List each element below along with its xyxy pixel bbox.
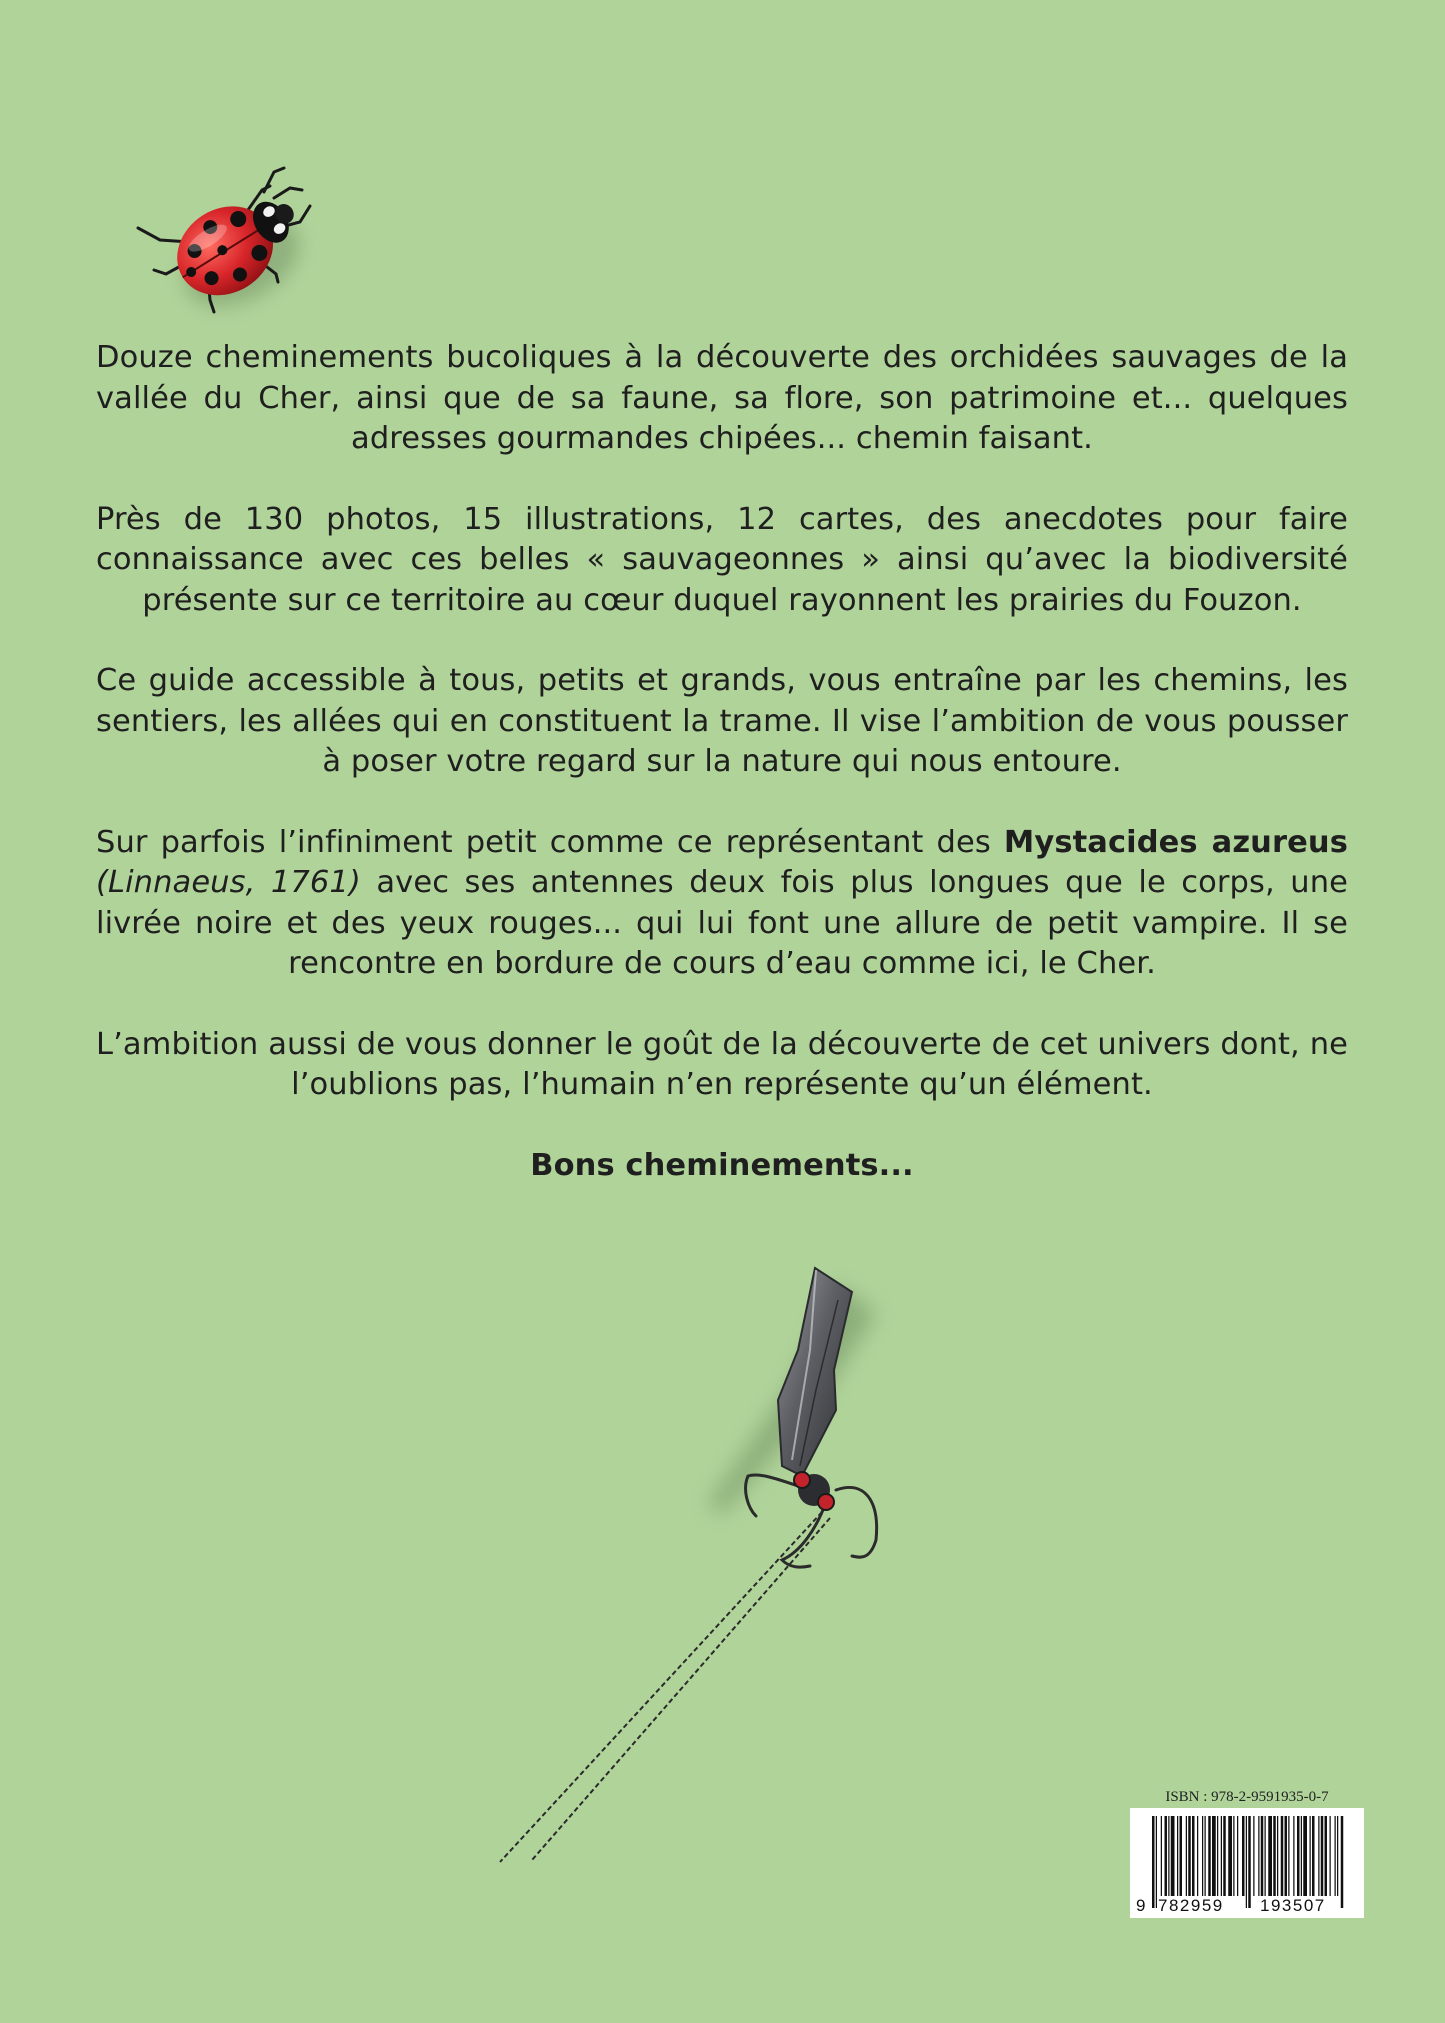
barcode-digits-group2: 193507	[1260, 1896, 1326, 1915]
barcode-bar	[1273, 1816, 1276, 1896]
barcode-bar	[1261, 1816, 1264, 1896]
paragraph-contents: Près de 130 photos, 15 illustrations, 12 cartes, des anecdotes pour faire connaissance avec ces belles « sauvageonnes » ainsi qu’avec la biodiversité présente sur ce territoire au cœur duquel rayonnent les prairies du Fouzon.	[96, 501, 1348, 618]
barcode-bar	[1285, 1816, 1288, 1896]
species-text-start: Sur parfois l’infiniment petit comme ce représentant des	[96, 824, 1004, 860]
species-author: (Linnaeus, 1761)	[96, 865, 361, 900]
barcode-bar	[1208, 1816, 1211, 1896]
barcode-bar	[1310, 1816, 1311, 1896]
barcode-bar	[1242, 1816, 1245, 1896]
barcode-bar	[1321, 1816, 1324, 1896]
barcode-bar	[1223, 1816, 1226, 1896]
barcode-bar	[1288, 1816, 1289, 1896]
barcode-bar	[1233, 1816, 1234, 1896]
barcode-bar	[1253, 1816, 1254, 1896]
ladybug-icon	[130, 150, 340, 325]
species-text-end: avec ses antennes deux fois plus longues que le corps, une livrée noire et des yeux rouges... qui lui font une allure de petit vampire. Il se rencontre en bordure de cours d’eau comme ici, le Cher.	[96, 865, 1349, 981]
barcode-bar	[1303, 1816, 1307, 1896]
barcode-bar	[1171, 1816, 1175, 1896]
barcode-bar	[1180, 1816, 1183, 1896]
barcode-bar	[1221, 1816, 1222, 1896]
species-name: Mystacides azureus	[1003, 824, 1348, 860]
caddisfly-icon	[480, 1240, 1080, 1880]
barcode-bar	[1177, 1816, 1178, 1896]
barcode-bar	[1301, 1816, 1302, 1896]
paragraph-species	[96, 823, 1348, 985]
barcode-digits-group1: 782959	[1158, 1896, 1224, 1915]
barcode-bar	[1188, 1816, 1191, 1896]
sign-off: Bons cheminements...	[530, 1147, 914, 1183]
paragraph-intro: Douze cheminements bucoliques à la découverte des orchidées sauvages de la vallée du Cher, ainsi que de sa faune, sa flore, son patrimoine et... quelques adresses gourmandes chipées... chemin faisant.	[96, 340, 1348, 456]
barcode-bar	[1318, 1816, 1319, 1896]
cover-text	[96, 338, 1348, 1186]
barcode-bar	[1312, 1816, 1315, 1896]
barcode-bar	[1268, 1816, 1272, 1896]
barcode-bar	[1277, 1816, 1278, 1896]
barcode	[1130, 1808, 1364, 1918]
barcode-bar	[1330, 1816, 1331, 1896]
isbn-block	[1130, 1786, 1364, 1918]
barcode-bar	[1341, 1816, 1344, 1908]
barcode-bar	[1337, 1816, 1338, 1896]
paragraph-guide: Ce guide accessible à tous, petits et grands, vous entraîne par les chemins, les sentiers, les allées qui en constituent la trame. Il vise l’ambition de vous pousser à poser votre regard sur la nature qui nous entoure.	[96, 663, 1348, 779]
barcode-bar	[1281, 1816, 1284, 1896]
barcode-bar	[1246, 1816, 1247, 1908]
barcode-bar	[1152, 1816, 1155, 1908]
barcode-bar	[1265, 1816, 1266, 1896]
barcode-bar	[1156, 1816, 1157, 1908]
barcode-bar	[1293, 1816, 1294, 1896]
barcode-bar	[1186, 1816, 1187, 1896]
barcode-bar	[1297, 1816, 1300, 1896]
paragraph-ambition: L’ambition aussi de vous donner le goût de la découverte de cet univers dont, ne l’oublions pas, l’humain n’en représente qu’un élément.	[96, 1026, 1348, 1102]
barcode-bar	[1205, 1816, 1206, 1896]
barcode-bar	[1165, 1816, 1168, 1896]
barcode-digit-first: 9	[1136, 1896, 1146, 1915]
isbn-label: ISBN : 978-2-9591935-0-7	[1165, 1789, 1329, 1805]
barcode-bar	[1258, 1816, 1259, 1896]
barcode-bar	[1228, 1816, 1232, 1896]
barcode-bar	[1325, 1816, 1328, 1896]
barcode-bar	[1161, 1816, 1162, 1896]
barcode-bar	[1212, 1816, 1216, 1896]
barcode-bar	[1192, 1816, 1195, 1896]
barcode-bar	[1197, 1816, 1198, 1896]
barcode-bar	[1335, 1816, 1336, 1896]
barcode-bar	[1237, 1816, 1238, 1896]
barcode-bar	[1217, 1816, 1218, 1896]
barcode-bar	[1168, 1816, 1169, 1896]
barcode-bar	[1248, 1816, 1251, 1908]
barcode-bar	[1202, 1816, 1203, 1896]
